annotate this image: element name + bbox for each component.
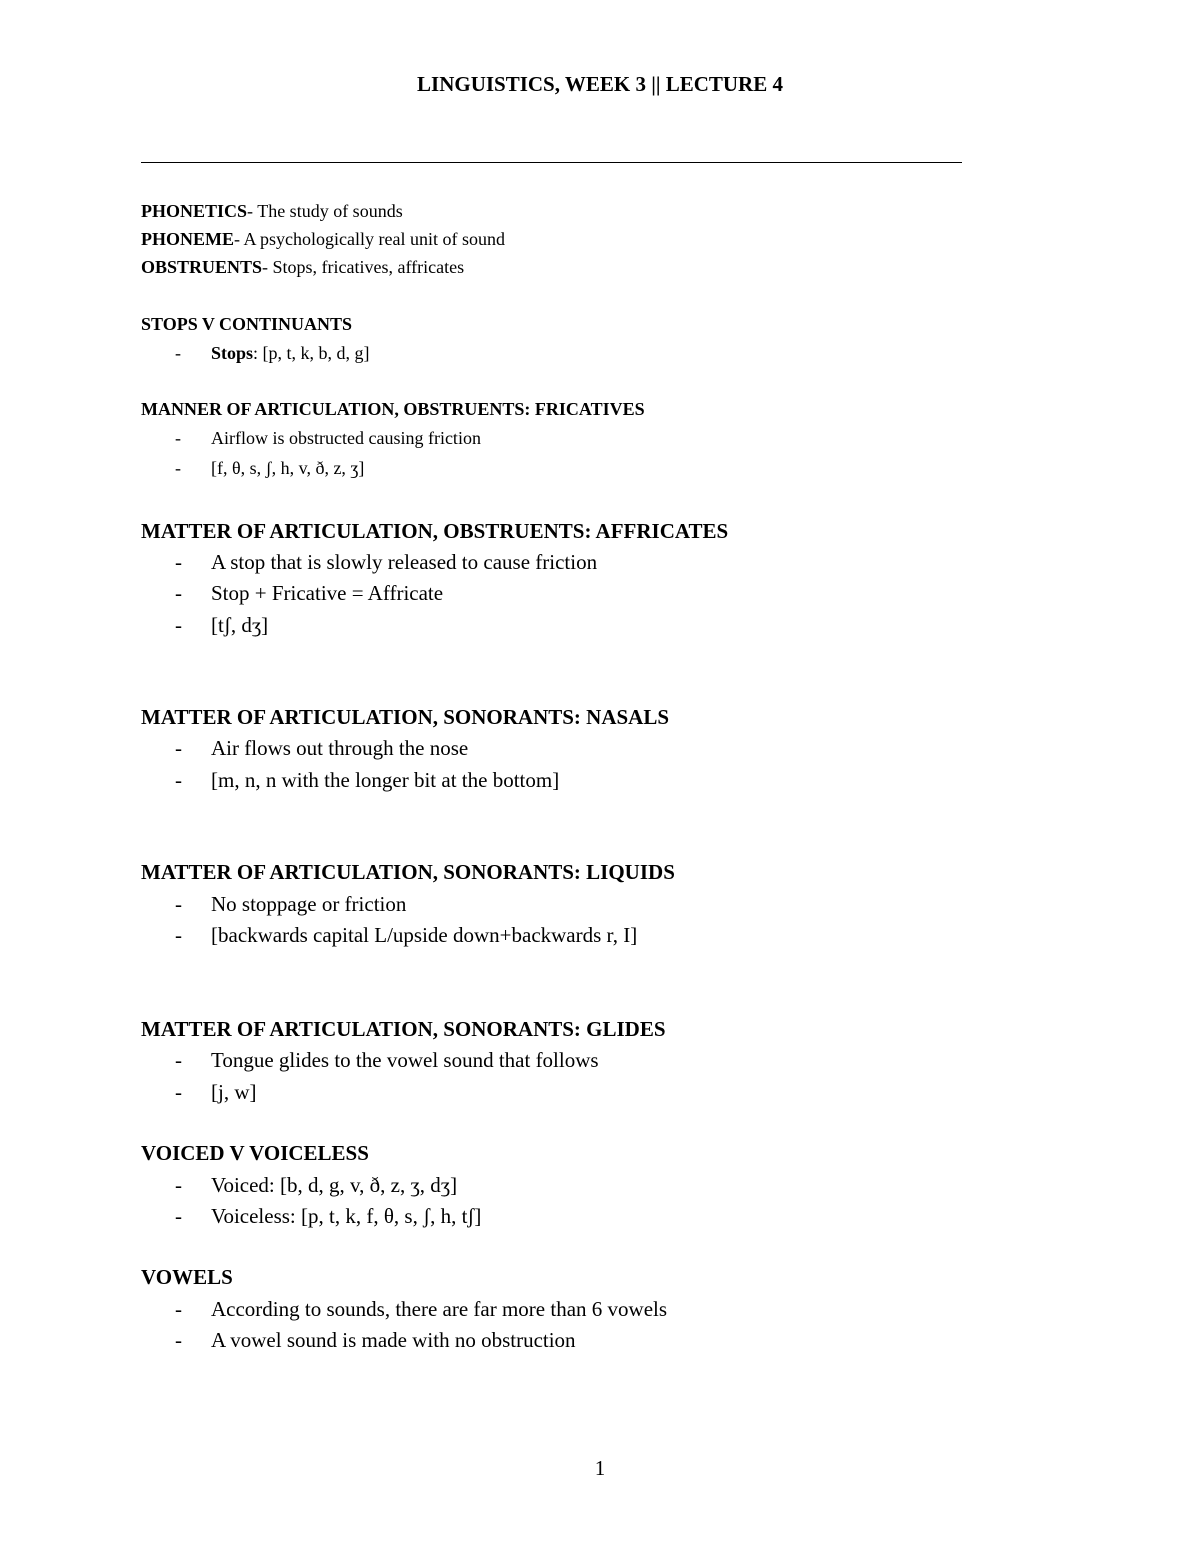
list-item xyxy=(175,1173,457,1198)
bullet-dash: - xyxy=(175,1328,182,1352)
horizontal-rule xyxy=(141,162,962,163)
definition-term: OBSTRUENTS xyxy=(141,257,263,277)
bullet-dash: - xyxy=(175,768,182,792)
list-item xyxy=(175,1048,599,1073)
list-item xyxy=(175,892,406,917)
item-text: Voiceless: [p, t, k, f, θ, s, ʃ, h, tʃ] xyxy=(211,1204,482,1228)
list-item xyxy=(175,343,370,364)
item-text: According to sounds, there are far more than 6 vowels xyxy=(211,1297,668,1321)
list-item xyxy=(175,458,364,479)
definition-text: - Stops, fricatives, affricates xyxy=(262,257,465,277)
item-text: Voiced: [b, d, g, v, ð, z, ʒ, dʒ] xyxy=(211,1173,458,1197)
list-item xyxy=(175,923,637,948)
section-heading-voicing: VOICED V VOICELESS xyxy=(141,1141,369,1165)
bullet-dash: - xyxy=(175,923,182,947)
page-title: LINGUISTICS, WEEK 3 || LECTURE 4 xyxy=(417,72,783,96)
item-text: No stoppage or friction xyxy=(211,892,407,916)
item-text: Tongue glides to the vowel sound that follows xyxy=(211,1048,599,1072)
definition-text: - A psychologically real unit of sound xyxy=(234,229,505,249)
item-text: A vowel sound is made with no obstruction xyxy=(211,1328,576,1352)
item-text: Air flows out through the nose xyxy=(211,736,469,760)
item-text: A stop that is slowly released to cause friction xyxy=(211,550,598,574)
bullet-dash: - xyxy=(175,1173,182,1197)
bullet-dash: - xyxy=(175,458,181,478)
item-text: Airflow is obstructed causing friction xyxy=(211,428,481,448)
bullet-dash: - xyxy=(175,1297,182,1321)
definition-phoneme xyxy=(141,229,505,250)
list-item xyxy=(175,550,597,575)
section-heading-liquids: MATTER OF ARTICULATION, SONORANTS: LIQUIDS xyxy=(141,860,675,884)
bullet-dash: - xyxy=(175,613,182,637)
definition-obstruents xyxy=(141,257,464,278)
section-heading-vowels: VOWELS xyxy=(141,1265,233,1289)
list-item xyxy=(175,1297,667,1322)
section-heading-affricates: MATTER OF ARTICULATION, OBSTRUENTS: AFFRICATES xyxy=(141,519,729,543)
list-item xyxy=(175,1204,481,1229)
section-heading-glides: MATTER OF ARTICULATION, SONORANTS: GLIDES xyxy=(141,1017,666,1041)
definition-phonetics xyxy=(141,201,403,222)
item-text: : [p, t, k, b, d, g] xyxy=(253,343,370,363)
bullet-dash: - xyxy=(175,892,182,916)
definition-text: - The study of sounds xyxy=(247,201,403,221)
bullet-dash: - xyxy=(175,428,181,448)
item-text: Stop + Fricative = Affricate xyxy=(211,581,444,605)
list-item xyxy=(175,581,443,606)
bullet-dash: - xyxy=(175,736,182,760)
definition-term: PHONETICS xyxy=(141,201,248,221)
item-text: [f, θ, s, ʃ, h, v, ð, z, ʒ] xyxy=(211,458,365,478)
list-item xyxy=(175,613,268,638)
list-item xyxy=(175,1328,576,1353)
bullet-dash: - xyxy=(175,581,182,605)
bullet-dash: - xyxy=(175,343,181,363)
list-item xyxy=(175,428,481,449)
item-text: [backwards capital L/upside down+backwards r, I] xyxy=(211,923,638,947)
section-heading-fricatives: MANNER OF ARTICULATION, OBSTRUENTS: FRICATIVES xyxy=(141,399,645,419)
item-text: [tʃ, dʒ] xyxy=(211,613,269,637)
item-text: [j, w] xyxy=(211,1080,257,1104)
bullet-dash: - xyxy=(175,550,182,574)
list-item xyxy=(175,736,468,761)
item-text: [m, n, n with the longer bit at the bottom] xyxy=(211,768,560,792)
definition-term: PHONEME xyxy=(141,229,234,249)
section-heading-nasals: MATTER OF ARTICULATION, SONORANTS: NASALS xyxy=(141,705,670,729)
list-item xyxy=(175,1080,257,1105)
bullet-dash: - xyxy=(175,1048,182,1072)
page-number: 1 xyxy=(594,1456,606,1480)
section-heading-stops: STOPS V CONTINUANTS xyxy=(141,314,353,334)
bullet-dash: - xyxy=(175,1204,182,1228)
list-item xyxy=(175,768,559,793)
item-lead: Stops xyxy=(211,343,254,363)
bullet-dash: - xyxy=(175,1080,182,1104)
